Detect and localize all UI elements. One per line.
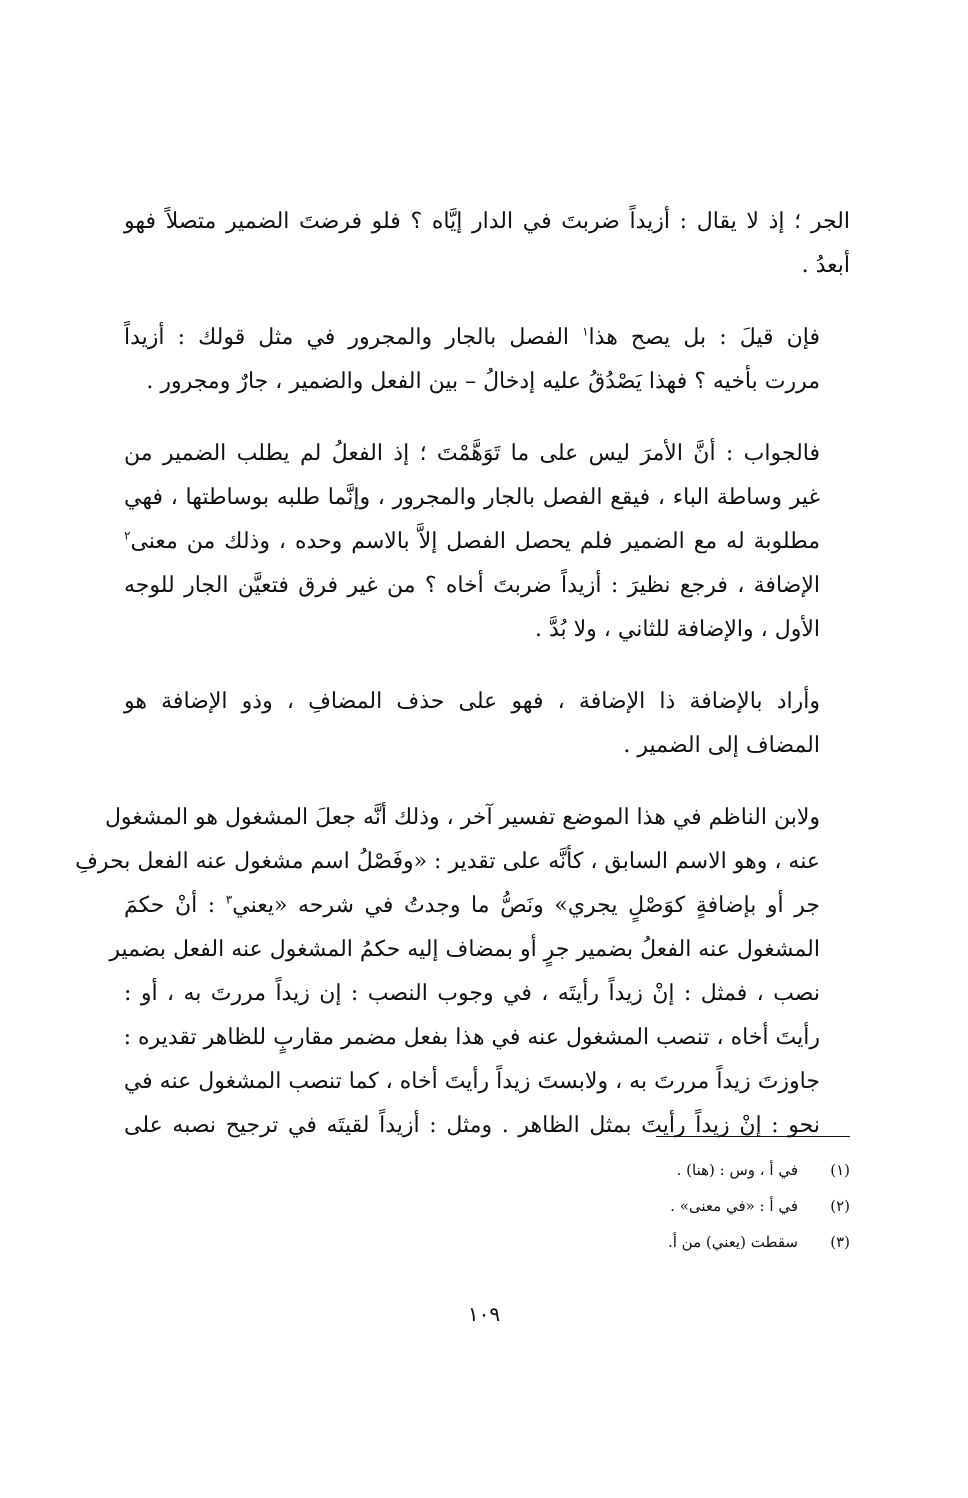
text-segment: جر أو بإضافةٍ كوَصْلٍ يجري» ونَصُّ ما وجدتُ في شرحه «يعني	[232, 893, 820, 918]
text-line: الأول ، والإضافة للثاني ، ولا بُدَّ .	[534, 617, 820, 642]
text-line: نصب ، فمثل : إنْ زيداً رأيتَه ، في وجوب النصب : إن زيداً مررتَ به ، أو :	[124, 981, 820, 1006]
footnotes	[350, 1152, 850, 1260]
text-line: مررت بأخيه ؟ فهذا يَصْدُقُ عليه إدخالُ – بين الفعل والضمير ، جارٌ ومجرور .	[146, 369, 820, 394]
paragraph-1	[124, 200, 850, 288]
page-number: ١٠٩	[467, 1302, 501, 1326]
text-line: غير وساطة الباء ، فيقع الفصل بالجار والمجرور ، وإنَّما طلبه بوساطتها ، فهي	[124, 485, 820, 510]
text-line: المشغول عنه الفعلُ بضمير جرٍ أو بمضاف إليه حكمُ المشغول عنه الفعل بضمير	[109, 937, 820, 962]
footnote-number: (٢)	[830, 1197, 850, 1215]
footnote-number: (٣)	[830, 1233, 850, 1251]
footnote	[350, 1152, 850, 1188]
footnote-text: سقطت (يعني) من أ.	[667, 1233, 798, 1251]
footnote-text: في أ ، وس : (هنا) .	[676, 1161, 798, 1179]
text-line: المضاف إلى الضمير .	[623, 733, 820, 758]
paragraph-3	[124, 432, 850, 652]
text-line: وأراد بالإضافة ذا الإضافة ، فهو على حذف المضافِ ، وذو الإضافة هو	[124, 689, 820, 714]
text-segment: الفصل بالجار والمجرور في مثل قولك : أزيداً	[124, 325, 583, 350]
paragraph-4	[124, 680, 850, 768]
text-segment: فإن قيلَ : بل يصح هذا	[588, 325, 820, 350]
text-line	[124, 884, 850, 928]
text-line: عنه ، وهو الاسم السابق ، كأنَّه على تقدير : «وفَصْلُ اسم مشغول عنه الفعل بحرفِ	[75, 849, 820, 874]
text-line: الإضافة ، فرجع نظيرَ : أزيداً ضربتَ أخاه ؟ من غير فرق فتعيَّن الجار للوجه	[124, 573, 820, 598]
paragraph-2	[124, 316, 850, 404]
text-line: نحو : إنْ زيداً رأيتَ بمثل الظاهر . ومثل : أزيداً لقيتَه في ترجيح نصبه على	[124, 1113, 820, 1138]
paragraph-5	[75, 796, 850, 1148]
text-line: جاوزتَ زيداً مررتَ به ، ولابستَ زيداً رأيتَ أخاه ، كما تنصب المشغول عنه في	[123, 1069, 820, 1094]
page-body	[75, 200, 850, 1176]
text-line: ولابن الناظم في هذا الموضع تفسير آخر ، وذلك أنَّه جعلَ المشغول هو المشغول	[104, 805, 820, 830]
footnote-number: (١)	[830, 1161, 850, 1179]
footnote-marker: ١	[582, 324, 589, 339]
text-segment: مطلوبة له مع الضمير فلم يحصل الفصل إلاَّ بالاسم وحده ، وذلك من معنى	[130, 529, 820, 554]
text-line	[124, 316, 850, 360]
footnote	[350, 1224, 850, 1260]
text-line	[124, 520, 850, 564]
text-line: رأيتَ أخاه ، تنصب المشغول عنه في هذا بفعل مضمر مقاربٍ للظاهر تقديره :	[123, 1025, 820, 1050]
footnote-marker: ٢	[124, 528, 131, 543]
text-segment: : أنْ حكمَ	[124, 893, 226, 918]
text-line: أبعدُ .	[801, 253, 850, 278]
text-line: فالجواب : أنَّ الأمرَ ليس على ما تَوَهَّمْتَ ؛ إذ الفعلُ لم يطلب الضمير من	[124, 441, 820, 466]
footnote	[350, 1188, 850, 1224]
footnote-divider	[656, 1136, 850, 1137]
footnote-marker: ٣	[225, 892, 233, 907]
footnote-text: في أ : «في معنى» .	[670, 1197, 798, 1215]
text-line: الجر ؛ إذ لا يقال : أزيداً ضربتَ في الدار إيَّاه ؟ فلو فرضتَ الضمير متصلاً فهو	[124, 209, 850, 234]
